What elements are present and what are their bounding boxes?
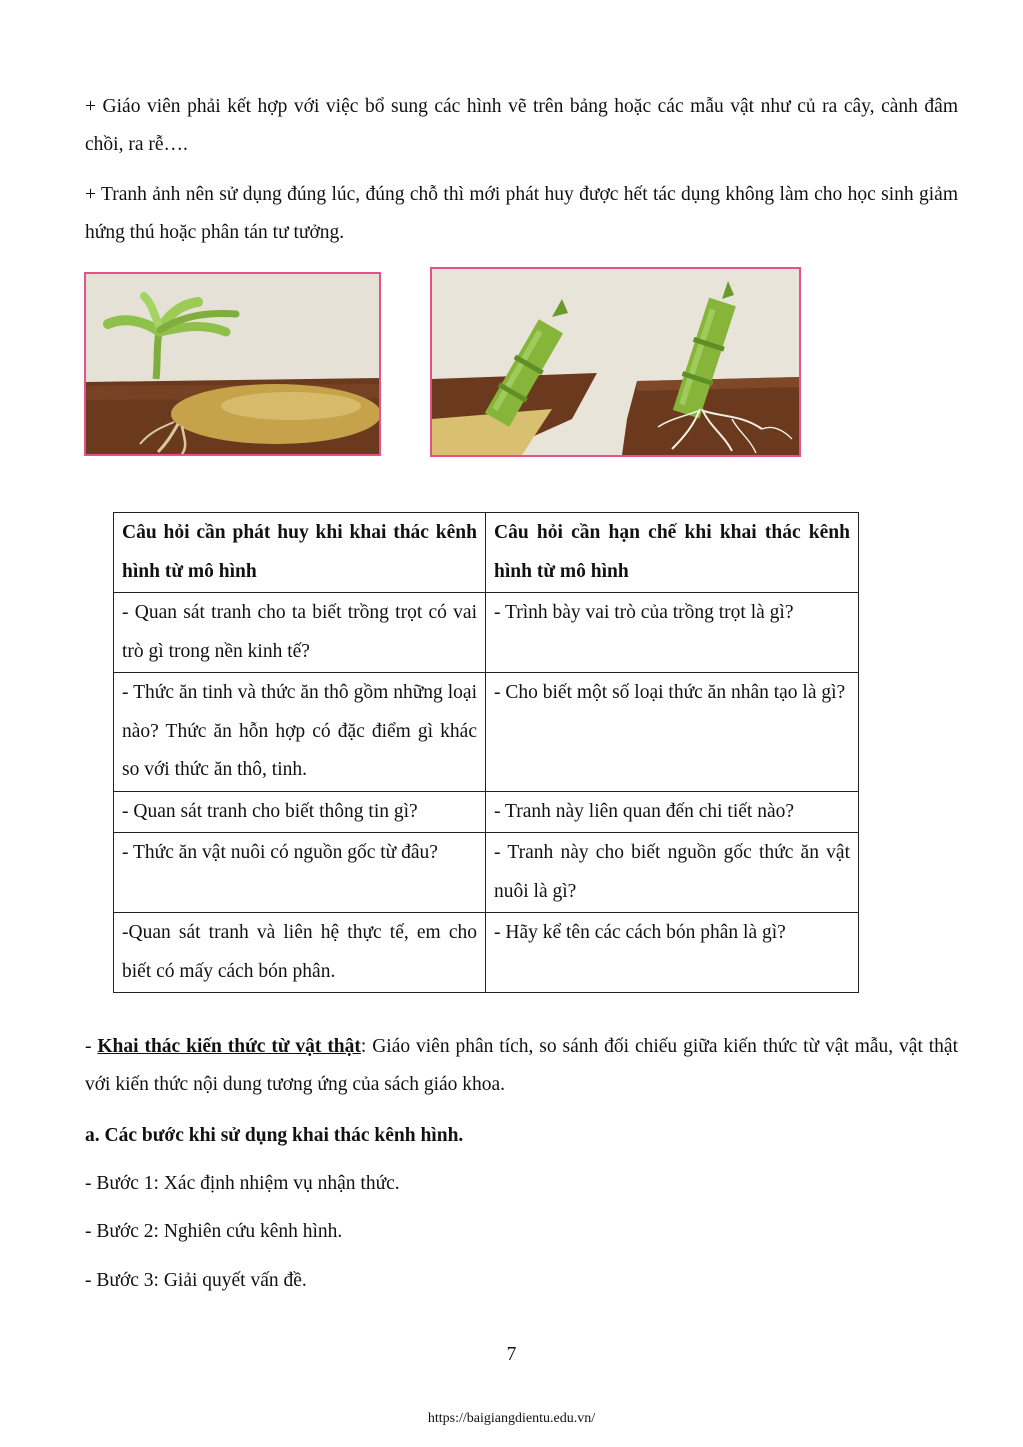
step-item-2: - Bước 2: Nghiên cứu kênh hình. bbox=[85, 1221, 343, 1242]
table-row bbox=[114, 833, 859, 913]
rooting-cuttings-icon bbox=[432, 269, 799, 455]
step-item-1: - Bước 1: Xác định nhiệm vụ nhận thức. bbox=[85, 1173, 400, 1194]
section-heading-steps: a. Các bước khi sử dụng khai thác kênh hình. bbox=[85, 1125, 464, 1146]
list-dash: - bbox=[85, 1036, 98, 1057]
page-number: 7 bbox=[506, 1344, 517, 1365]
paragraph-use-pictures-timely: + Tranh ảnh nên sử dụng đúng lúc, đúng chỗ thì mới phát huy được hết tác dụng không làm cho học sinh giảm hứng thú hoặc phân tán tư tưởng. bbox=[85, 184, 958, 243]
table-row bbox=[114, 593, 859, 673]
header-questions-to-promote: Câu hỏi cần phát huy khi khai thác kênh hình từ mô hình bbox=[114, 513, 486, 593]
table-cell: -Quan sát tranh và liên hệ thực tế, em cho biết có mấy cách bón phân. bbox=[114, 913, 486, 993]
paragraph-supplement-drawings: + Giáo viên phải kết hợp với việc bổ sung các hình vẽ trên bảng hoặc các mẫu vật như củ ra cây, cành đâm chồi, ra rễ…. bbox=[85, 96, 958, 155]
table-cell: - Thức ăn vật nuôi có nguồn gốc từ đâu? bbox=[114, 833, 486, 913]
figure-sprouting-tuber bbox=[84, 272, 381, 456]
term-explanation: : Giáo viên phân tích, so sánh đối chiếu giữa kiến thức từ vật mẫu, vật thật với kiến thức nội dung tương ứng của sách giáo khoa. bbox=[85, 1036, 958, 1095]
table-header-row bbox=[114, 513, 859, 593]
table-row bbox=[114, 673, 859, 792]
step-item-3: - Bước 3: Giải quyết vấn đề. bbox=[85, 1270, 307, 1291]
header-questions-to-limit: Câu hỏi cần hạn chế khi khai thác kênh hình từ mô hình bbox=[486, 513, 859, 593]
question-comparison-table bbox=[113, 512, 859, 993]
table-cell: - Quan sát tranh cho ta biết trồng trọt có vai trò gì trong nền kinh tế? bbox=[114, 593, 486, 673]
table-cell: - Quan sát tranh cho biết thông tin gì? bbox=[114, 791, 486, 833]
table-cell: - Tranh này liên quan đến chi tiết nào? bbox=[486, 791, 859, 833]
table-cell: - Tranh này cho biết nguồn gốc thức ăn vật nuôi là gì? bbox=[486, 833, 859, 913]
table-row bbox=[114, 913, 859, 993]
figure-rooting-cuttings bbox=[430, 267, 801, 457]
footer-url[interactable]: https://baigiangdientu.edu.vn/ bbox=[427, 1411, 596, 1426]
paragraph-real-objects bbox=[85, 1028, 958, 1104]
sprouting-tuber-icon bbox=[86, 274, 379, 454]
table-row bbox=[114, 791, 859, 833]
table-cell: - Hãy kể tên các cách bón phân là gì? bbox=[486, 913, 859, 993]
term-real-objects: Khai thác kiến thức từ vật thật bbox=[97, 1036, 361, 1057]
table-cell: - Cho biết một số loại thức ăn nhân tạo là gì? bbox=[486, 673, 859, 792]
table-cell: - Trình bày vai trò của trồng trọt là gì? bbox=[486, 593, 859, 673]
table-cell: - Thức ăn tinh và thức ăn thô gồm những loại nào? Thức ăn hỗn hợp có đặc điểm gì khác so với thức ăn thô, tinh. bbox=[114, 673, 486, 792]
